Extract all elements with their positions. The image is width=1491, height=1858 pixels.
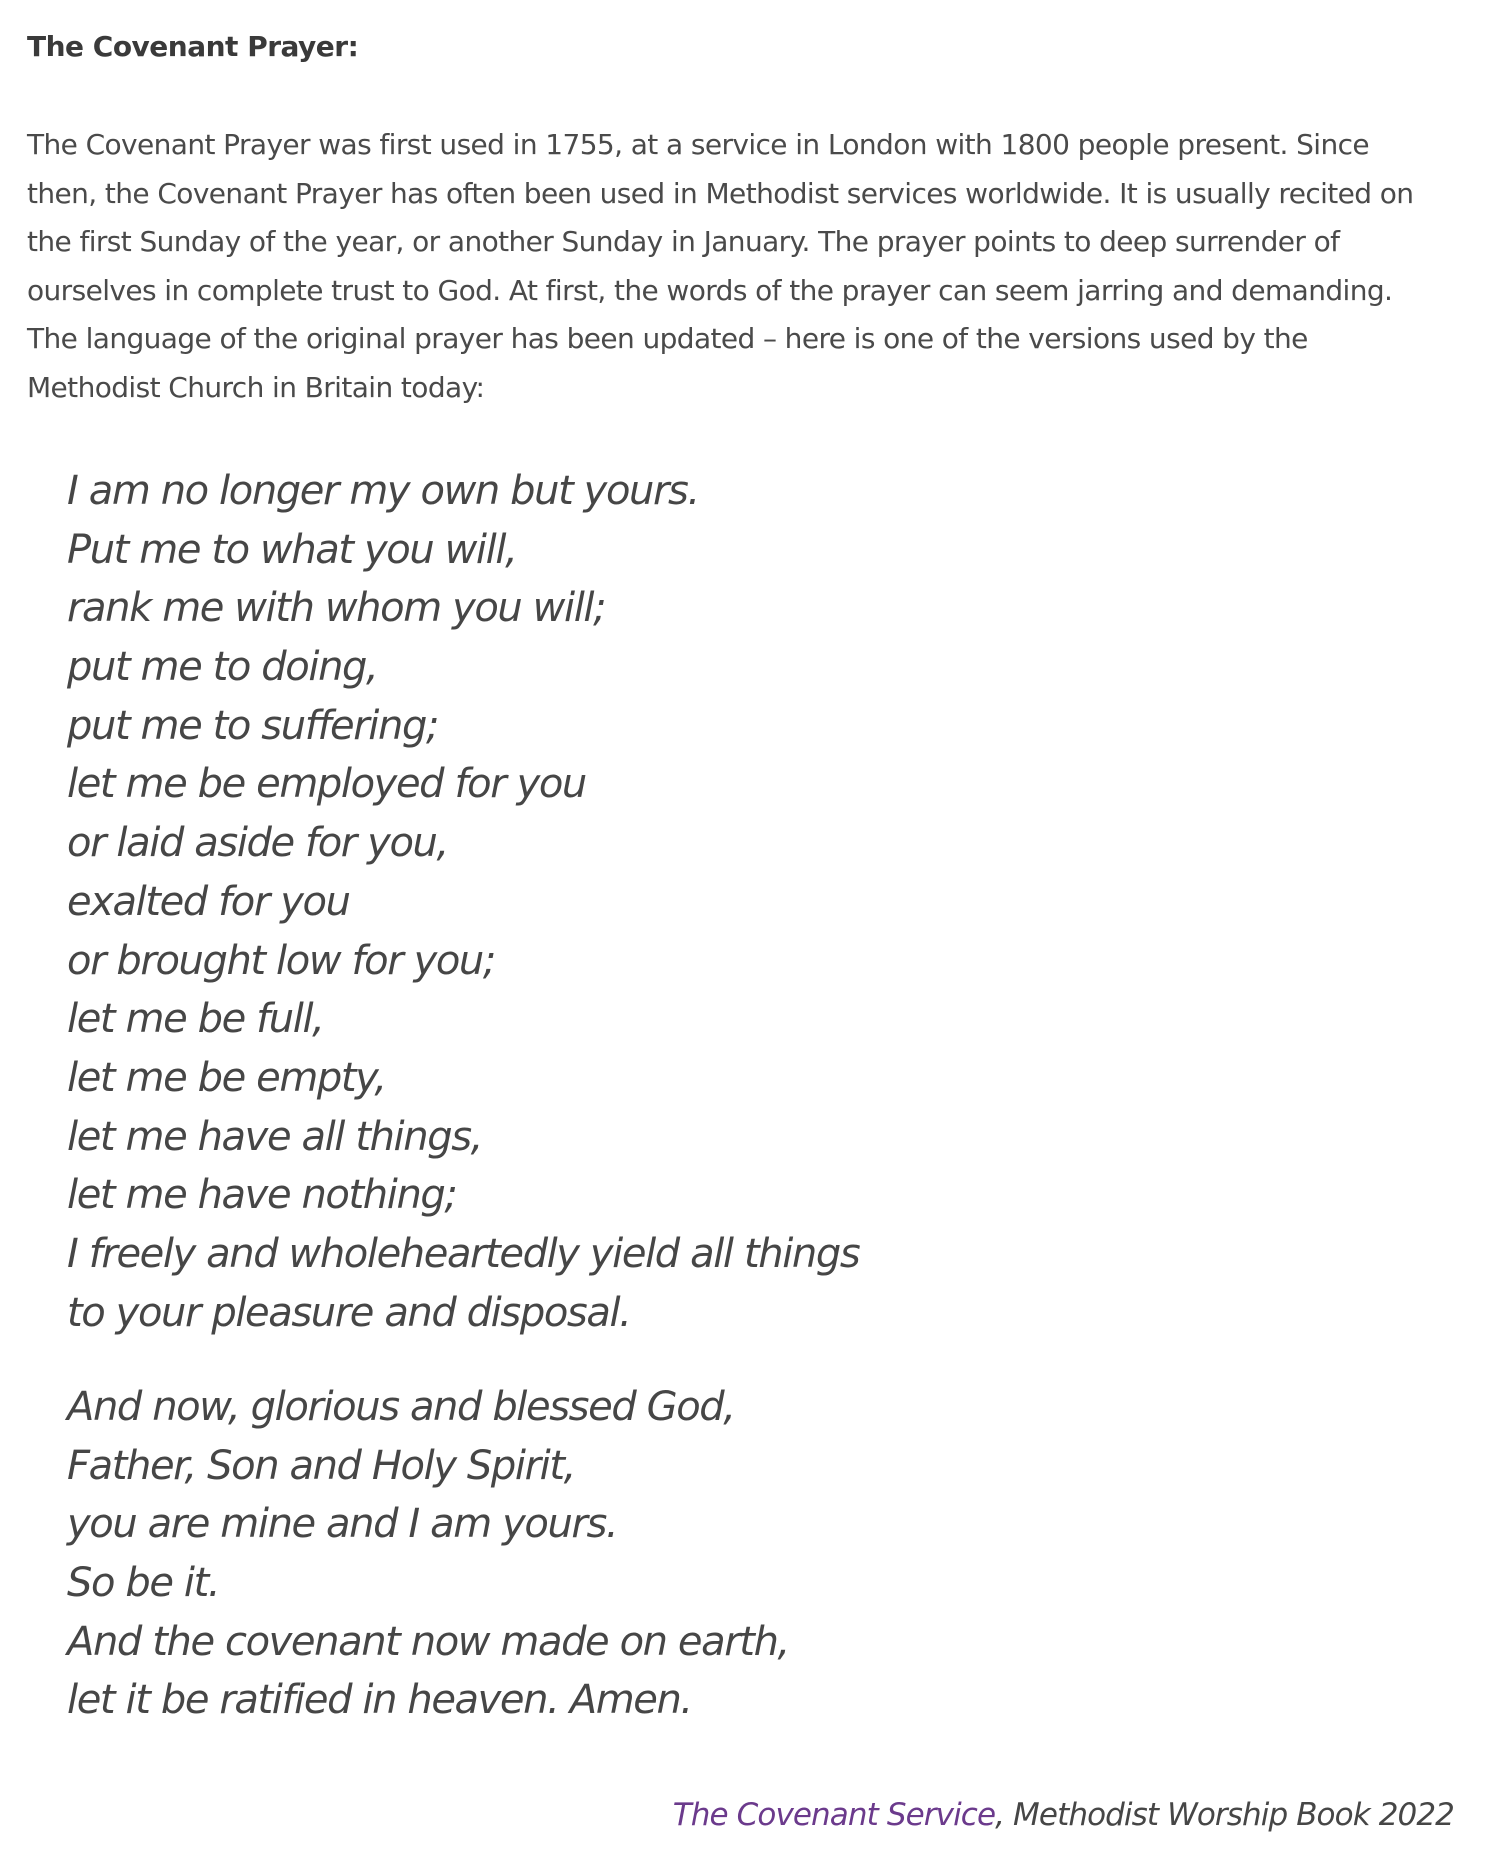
prayer-stanza-1	[67, 462, 1267, 1342]
intro-line: then, the Covenant Prayer has often been used in Methodist services worldwide. It is usually recited on	[27, 176, 1414, 210]
prayer-line: let me have all things,	[67, 1113, 482, 1160]
prayer-line: put me to suffering;	[67, 702, 439, 749]
prayer-line: let it be ratified in heaven. Amen.	[67, 1677, 692, 1724]
prayer-line: let me be empty,	[67, 1054, 386, 1101]
prayer-line: And now, glorious and blessed God,	[67, 1384, 735, 1430]
prayer-line: let me be employed for you	[67, 761, 586, 808]
prayer-line: let me have nothing;	[67, 1172, 457, 1219]
intro-paragraph	[27, 121, 1477, 412]
prayer-line: to your pleasure and disposal.	[67, 1289, 631, 1336]
prayer-line: you are mine and I am yours.	[67, 1501, 618, 1548]
section-heading: The Covenant Prayer:	[27, 30, 359, 63]
prayer-line: or laid aside for you,	[67, 820, 448, 867]
intro-line: The Covenant Prayer was first used in 1755, at a service in London with 1800 people present. Since	[27, 128, 1370, 161]
covenant-service-link[interactable]: The Covenant Service	[672, 1797, 996, 1833]
attribution	[673, 1795, 1454, 1835]
prayer-line: Father, Son and Holy Spirit,	[67, 1442, 575, 1489]
prayer-line: rank me with whom you will;	[67, 585, 606, 632]
intro-line: the first Sunday of the year, or another Sunday in January. The prayer points to deep surrender of	[27, 225, 1340, 258]
prayer-line: put me to doing,	[67, 644, 378, 691]
prayer-line: exalted for you	[67, 878, 350, 925]
intro-line: Methodist Church in Britain today:	[27, 370, 485, 404]
prayer-line: Put me to what you will,	[67, 526, 517, 573]
prayer-line: I freely and wholeheartedly yield all things	[67, 1230, 860, 1277]
attribution-source: , Methodist Worship Book 2022	[995, 1797, 1454, 1833]
prayer-line: And the covenant now made on earth,	[67, 1618, 789, 1665]
intro-line: The language of the original prayer has been updated – here is one of the versions used by the	[27, 322, 1308, 355]
prayer-line: I am no longer my own but yours.	[67, 468, 699, 514]
prayer-stanza-2	[67, 1378, 1267, 1730]
intro-line: ourselves in complete trust to God. At first, the words of the prayer can seem jarring and demanding.	[27, 273, 1393, 307]
prayer-line: let me be full,	[67, 996, 324, 1043]
prayer-line: or brought low for you;	[67, 937, 495, 984]
prayer-line: So be it.	[67, 1560, 220, 1607]
